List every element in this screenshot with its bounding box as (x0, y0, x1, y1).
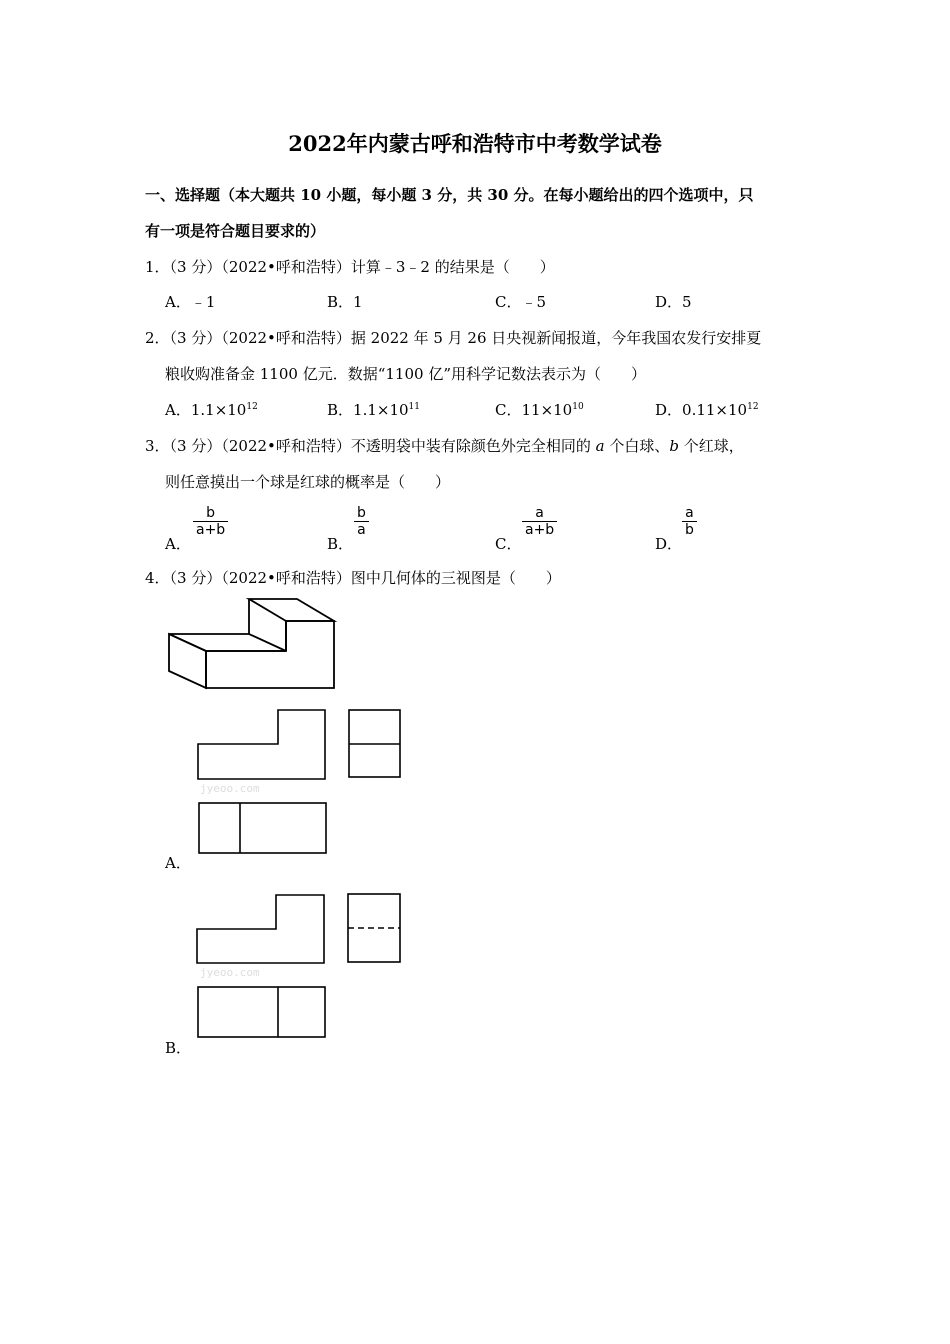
watermark: jyeoo.com (200, 782, 260, 795)
q2-option-b: B．$1.1\times 10^{11}$ (327, 401, 420, 419)
q2-stem-line2: 粮收购准备金 1100 亿元．数据“1100 亿”用科学记数法表示为（ ） (165, 365, 646, 383)
q1-stem: 1．（3 分）（2022•呼和浩特）计算﹣3﹣2 的结果是（ ） (145, 258, 555, 276)
q3-option-a-label: A． (165, 535, 191, 553)
q1-option-c: C．﹣5 (495, 293, 547, 311)
q3-option-c-fraction: $\frac{a}{a+b}$ (522, 505, 557, 538)
page-title: 2022年内蒙古呼和浩特市中考数学试卷 (288, 131, 662, 156)
q2-option-d: D．$0.11\times 10^{12}$ (655, 401, 759, 419)
section-heading-line2: 有一项是符合题目要求的） (145, 222, 326, 240)
q1-option-d: D．5 (655, 293, 692, 311)
q2-option-a: A．$1.1\times 10^{12}$ (165, 401, 258, 419)
q3-option-b-label: B． (327, 535, 354, 553)
q3-option-d-label: D． (655, 535, 683, 553)
q3-stem-line2: 则任意摸出一个球是红球的概率是（ ） (165, 473, 451, 491)
q4-option-a-label: A． (165, 854, 191, 872)
q4-stem: 4．（3 分）（2022•呼和浩特）图中几何体的三视图是（ ） (145, 569, 561, 587)
q3-option-a-fraction: $\frac{b}{a+b}$ (193, 505, 228, 538)
q2-option-c: C．$11\times 10^{10}$ (495, 401, 584, 419)
q4-option-b-label: B． (165, 1039, 192, 1057)
q3-stem-line1: 3．（3 分）（2022•呼和浩特）不透明袋中装有除颜色外完全相同的 a 个白球、b 个红球， (145, 437, 744, 455)
q1-option-a: A．﹣1 (165, 293, 216, 311)
q3-option-d-fraction: $\frac{a}{b}$ (682, 505, 697, 538)
watermark: jyeoo.com (200, 966, 260, 979)
q3-option-b-fraction: $\frac{b}{a}$ (354, 505, 369, 538)
q3-option-c-label: C． (495, 535, 522, 553)
section-heading-line1: 一、选择题（本大题共 10 小题，每小题 3 分，共 30 分。在每小题给出的四个选项中，只 (145, 186, 754, 204)
q2-stem-line1: 2．（3 分）（2022•呼和浩特）据 2022 年 5 月 26 日央视新闻报道，今年我国农发行安排夏 (145, 329, 762, 347)
q1-option-b: B．1 (327, 293, 363, 311)
